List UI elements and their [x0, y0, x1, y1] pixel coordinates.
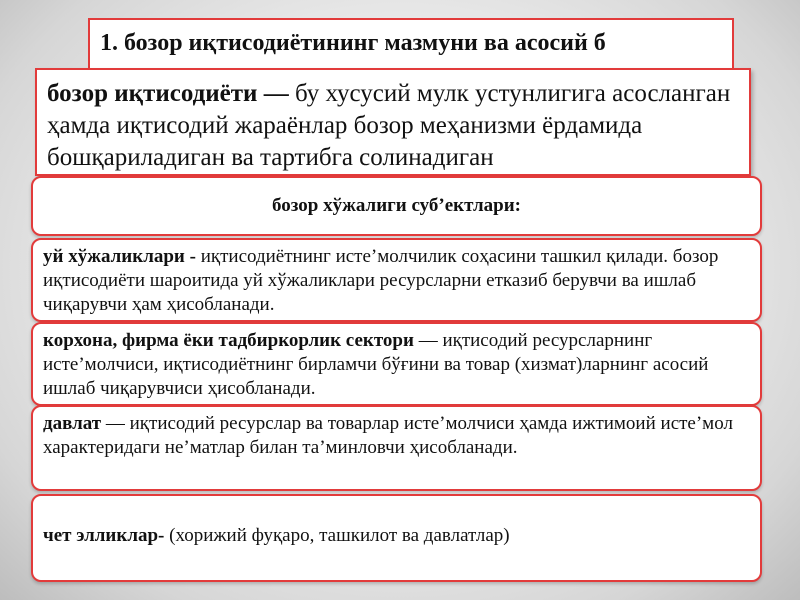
subject-term: давлат [43, 413, 102, 434]
subjects-heading-card [31, 176, 762, 236]
subject-card-state [31, 405, 762, 491]
subject-text [43, 245, 750, 317]
subject-description: — иқтисодий ресурслар ва товарлар исте’молчиси ҳамда ижтимоий исте’мол характеридаги не’матлар билан та’минловчи ҳисобланади. [43, 413, 733, 458]
subject-text [43, 329, 750, 401]
subject-description: (хорижий фуқаро, ташкилот ва давлатлар) [164, 525, 510, 546]
slide-title: 1. бозор иқтисодиётининг мазмуни ва асосий б [100, 30, 606, 56]
subject-text [43, 412, 750, 460]
definition-body: бу хусусий мулк устунлигига асосланган ҳамда иқтисодий жараёнлар бозор меҳанизми ёрдамида бошқариладиган ва тартибга солинадиган [47, 80, 731, 171]
subject-card-foreigners [31, 494, 762, 582]
definition-term: бозор иқтисодиёти [47, 80, 258, 107]
slide-title-box [88, 18, 734, 70]
subject-term: чет элликлар- [43, 525, 165, 546]
definition-text [47, 78, 739, 174]
subject-card-enterprises [31, 322, 762, 406]
subject-description: — иқтисодий ресурсларнинг исте’молчиси, иқтисодиётнинг бирламчи бўғини ва товар (хизмат)ларнинг асосий ишлаб чиқарувчиси ҳисобланади. [43, 330, 709, 399]
subject-description: иқтисодиётнинг исте’молчилик соҳасини ташкил қилади. бозор иқтисодиёти шароитида уй хўжаликлари ресурсларни етказиб берувчи ва ишлаб чиқарувчи ҳам ҳисобланади. [43, 246, 719, 315]
subject-card-households [31, 238, 762, 322]
subject-term: уй хўжаликлари - [43, 246, 196, 267]
subject-term: корхона, фирма ёки тадбиркорлик сектори [43, 330, 414, 351]
subjects-heading: бозор хўжалиги суб’ектлари: [272, 195, 521, 216]
subject-text [43, 524, 750, 548]
definition-dash: — [257, 80, 295, 107]
definition-box [35, 68, 751, 176]
